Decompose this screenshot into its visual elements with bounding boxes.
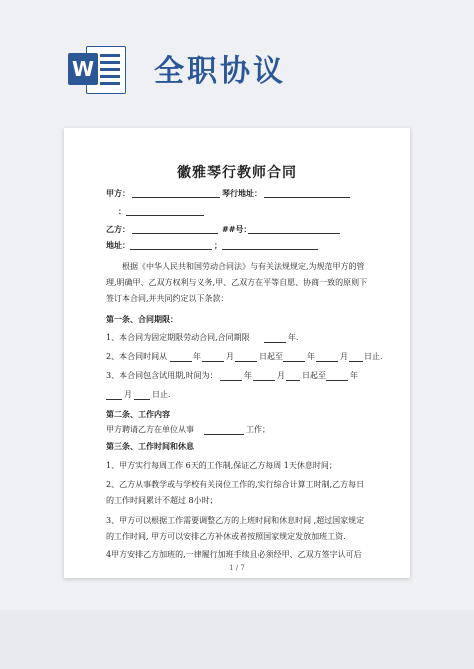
start-month-blank[interactable] [202, 361, 224, 362]
start-year-blank[interactable] [170, 361, 192, 362]
clause-1-3-month: 月 [277, 371, 285, 380]
id-number-label: ##号： [222, 224, 252, 234]
trial-end-month-blank[interactable] [106, 399, 122, 400]
address-label: 地址： [106, 240, 130, 250]
party-a-label: 甲方： [106, 188, 130, 198]
clause-1-2-from: 日起至 [259, 352, 283, 361]
clause-1-2-month: 月 [226, 352, 234, 361]
end-day-blank[interactable] [349, 361, 363, 362]
page-number: 1 / 7 [229, 564, 245, 572]
trial-start-year-blank[interactable] [220, 380, 242, 381]
party-a-address-blank[interactable] [264, 197, 350, 198]
clause-1-1-suffix: 年. [288, 333, 299, 342]
job-position-blank[interactable] [204, 434, 244, 435]
clause-1-2-until: 日止. [364, 352, 383, 361]
clause-1-3-end-year: 年 [350, 371, 358, 380]
clause-3-3-line-1: 3、甲方可以根据工作需要调整乙方的上班时间和休息时间 ,超过国家规定 [106, 516, 365, 525]
trial-start-month-blank[interactable] [253, 380, 275, 381]
bottom-background [0, 610, 474, 669]
word-document-icon [68, 44, 126, 94]
address-blank[interactable] [130, 249, 212, 250]
clause-3-1: 1、甲方实行每周工作 6天的工作制,保证乙方每周 1天休息时间； [106, 461, 337, 470]
party-a-address-label: 琴行地址： [222, 188, 262, 198]
banner-title: 全职协议 [154, 54, 286, 89]
party-b-blank[interactable] [132, 233, 218, 234]
id-number-blank[interactable] [248, 233, 340, 234]
intro-line-3: 签订本合同,并共同约定以下条款： [106, 294, 229, 303]
intro-line-2: 理,明确甲、乙双方权利与义务,甲、乙双方在平等自愿、协商一致的原则下 [106, 278, 368, 287]
clause-3-2-line-2: 的工作时间累计不超过 8小时； [106, 496, 218, 505]
start-day-blank[interactable] [235, 361, 257, 362]
section-3-title: 第三条、工作时间和休息 [106, 441, 194, 451]
contract-years-blank[interactable] [264, 342, 286, 343]
clause-1-3-from: 日起至 [302, 371, 326, 380]
document-page [64, 128, 410, 578]
clause-1-2-text: 2、本合同时间从 [106, 352, 168, 361]
clause-1-1-text: 1、本合同为固定期限劳动合同,合同期限 [106, 333, 250, 342]
clause-2-1-text: 甲方聘请乙方在单位从事 [106, 425, 194, 434]
header-banner [0, 0, 474, 112]
clause-2-1-suffix: 工作； [246, 425, 270, 434]
extra-blank[interactable] [126, 215, 204, 216]
clause-1-2-end-month: 月 [340, 352, 348, 361]
colon-label: ： [118, 206, 126, 216]
clause-3-3-line-2: 的工作时间, 甲方可以安排乙方补休或者按照国家规定发放加班工资. [106, 532, 346, 541]
clause-1-3-year: 年 [244, 371, 252, 380]
section-1-title: 第一条、合同期限： [106, 314, 178, 324]
clause-1-2-end-year: 年 [307, 352, 315, 361]
party-a-blank[interactable] [132, 197, 220, 198]
end-month-blank[interactable] [316, 361, 338, 362]
section-2-title: 第二条、工作内容 [106, 409, 170, 419]
trial-end-day-blank[interactable] [134, 399, 150, 400]
clause-3-4: 4甲方安排乙方加班的,一律履行加班手续且必须经甲、乙双方签字认可后 [106, 550, 362, 559]
trial-start-day-blank[interactable] [286, 380, 300, 381]
clause-1-3-text: 3、本合同包含试用期,时间为： [106, 371, 218, 380]
clause-3-2-line-1: 2、乙方从事教学或与学校有关岗位工作的,实行综合计算工时制,乙方每日 [106, 480, 365, 489]
contract-title: 徽雅琴行教师合同 [177, 165, 297, 181]
trial-end-year-blank[interactable] [326, 380, 348, 381]
clause-1-3-end-month: 月 [124, 390, 132, 399]
address-separator: ； [214, 240, 222, 250]
party-b-label: 乙方： [106, 224, 130, 234]
intro-line-1: 根据《中华人民共和国劳动合同法》与有关法规规定,为规范甲方的管 [122, 262, 365, 271]
clause-1-3-until: 日止. [152, 390, 171, 399]
end-year-blank[interactable] [283, 361, 305, 362]
word-w-badge: W [68, 53, 98, 85]
address-blank-2[interactable] [222, 249, 318, 250]
clause-1-2-year: 年 [193, 352, 201, 361]
